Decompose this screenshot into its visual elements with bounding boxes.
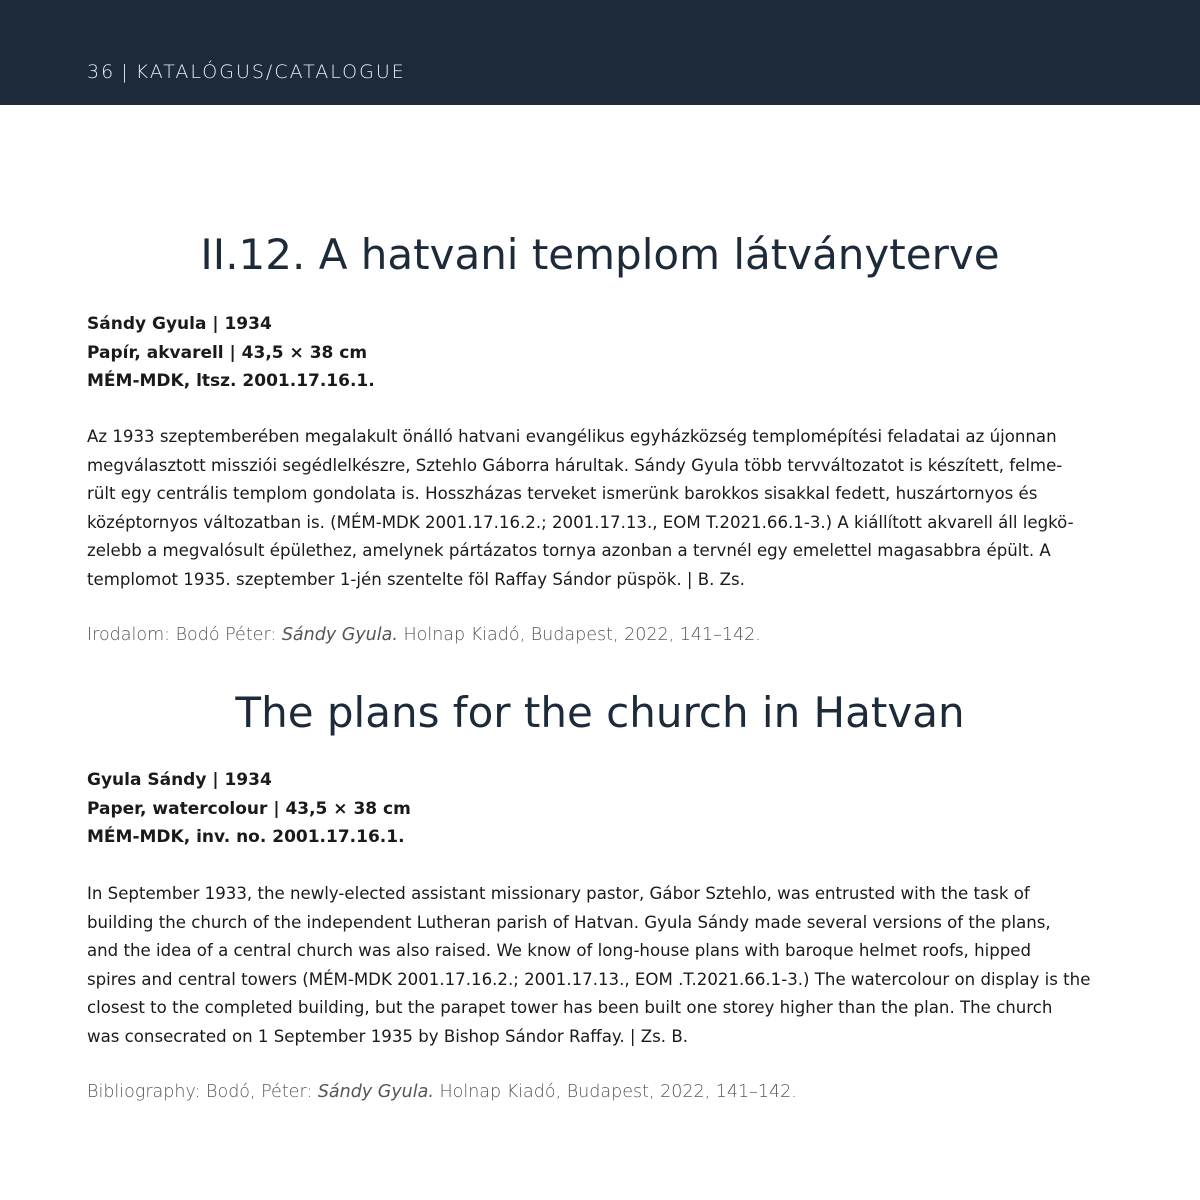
english-bibliography [87,1082,797,1102]
hungarian-body-line: Az 1933 szeptemberében megalakult önálló hatvani evangélikus egyházközség templomépítési feladatai az újonnan [87,427,1057,446]
english-body-line: building the church of the independent Lutheran parish of Hatvan. Gyula Sándy made several versions of the plans, [87,912,1051,932]
hungarian-meta [87,310,375,396]
hungarian-title [0,230,1200,279]
english-body-line: In September 1933, the newly-elected assistant missionary pastor, Gábor Sztehlo, was entrusted with the task of [87,884,1030,903]
hungarian-body-line: zelebb a megvalósult épülethez, amelynek pártázatos tornya azonban a tervnél egy emelettel magasabbra épült. A [87,541,1051,560]
header-band [0,0,1200,105]
english-meta-inventory: MÉM-MDK, inv. no. 2001.17.16.1. [87,827,405,847]
hungarian-title-text: II.12. A hatvani templom látványterve [200,230,1000,279]
english-meta-medium: Paper, watercolour | 43,5 × 38 cm [87,798,411,819]
hungarian-meta-artist: Sándy Gyula | 1934 [87,314,272,334]
english-bibliography-title: Sándy Gyula. [317,1082,434,1102]
hungarian-bibliography [87,625,761,645]
english-bibliography-prefix: Bibliography: Bodó, Péter: [87,1082,318,1102]
hungarian-body-line: megválasztott missziói segédlelkészre, Sztehlo Gáborra hárultak. Sándy Gyula több tervváltozatot is készített, felme- [87,455,1063,475]
hungarian-meta-medium: Papír, akvarell | 43,5 × 38 cm [87,342,368,363]
english-body-line: closest to the completed building, but the parapet tower has been built one storey higher than the plan. The church [87,998,1053,1017]
english-bibliography-suffix: Holnap Kiadó, Budapest, 2022, 141–142. [433,1082,797,1102]
hungarian-body-line: templomot 1935. szeptember 1-jén szentelte föl Raffay Sándor püspök. | B. Zs. [87,569,745,589]
hungarian-meta-inventory: MÉM-MDK, ltsz. 2001.17.16.1. [87,371,375,391]
english-body [87,880,1117,1051]
hungarian-body-line: rült egy centrális templom gondolata is. Hosszházas terveket ismerünk barokkos sisakkal fedett, huszártornyos és [87,484,1038,503]
english-body-line: spires and central towers (MÉM-MDK 2001.17.16.2.; 2001.17.13., EOM .T.2021.66.1-3.) The watercolour on display is the [87,969,1091,989]
english-meta-artist: Gyula Sándy | 1934 [87,770,272,790]
hungarian-bibliography-suffix: Holnap Kiadó, Budapest, 2022, 141–142. [397,625,761,645]
hungarian-bibliography-prefix: Irodalom: Bodó Péter: [87,625,282,645]
running-head [87,61,406,83]
english-body-line: and the idea of a central church was also raised. We know of long-house plans with baroque helmet roofs, hipped [87,941,1032,960]
header-separator: | [121,61,130,83]
english-meta [87,766,411,852]
hungarian-bibliography-title: Sándy Gyula. [281,625,398,645]
section-label: KATALÓGUS/CATALOGUE [135,61,406,83]
english-title [0,688,1200,737]
hungarian-body-line: középtornyos változatban is. (MÉM-MDK 2001.17.16.2.; 2001.17.13., EOM T.2021.66.1-3.) A kiállított akvarell áll legkö- [87,512,1074,532]
page-number: 36 [87,61,116,83]
hungarian-body [87,423,1117,594]
english-title-text: The plans for the church in Hatvan [235,688,965,737]
english-body-line: was consecrated on 1 September 1935 by Bishop Sándor Raffay. | Zs. B. [87,1026,688,1046]
